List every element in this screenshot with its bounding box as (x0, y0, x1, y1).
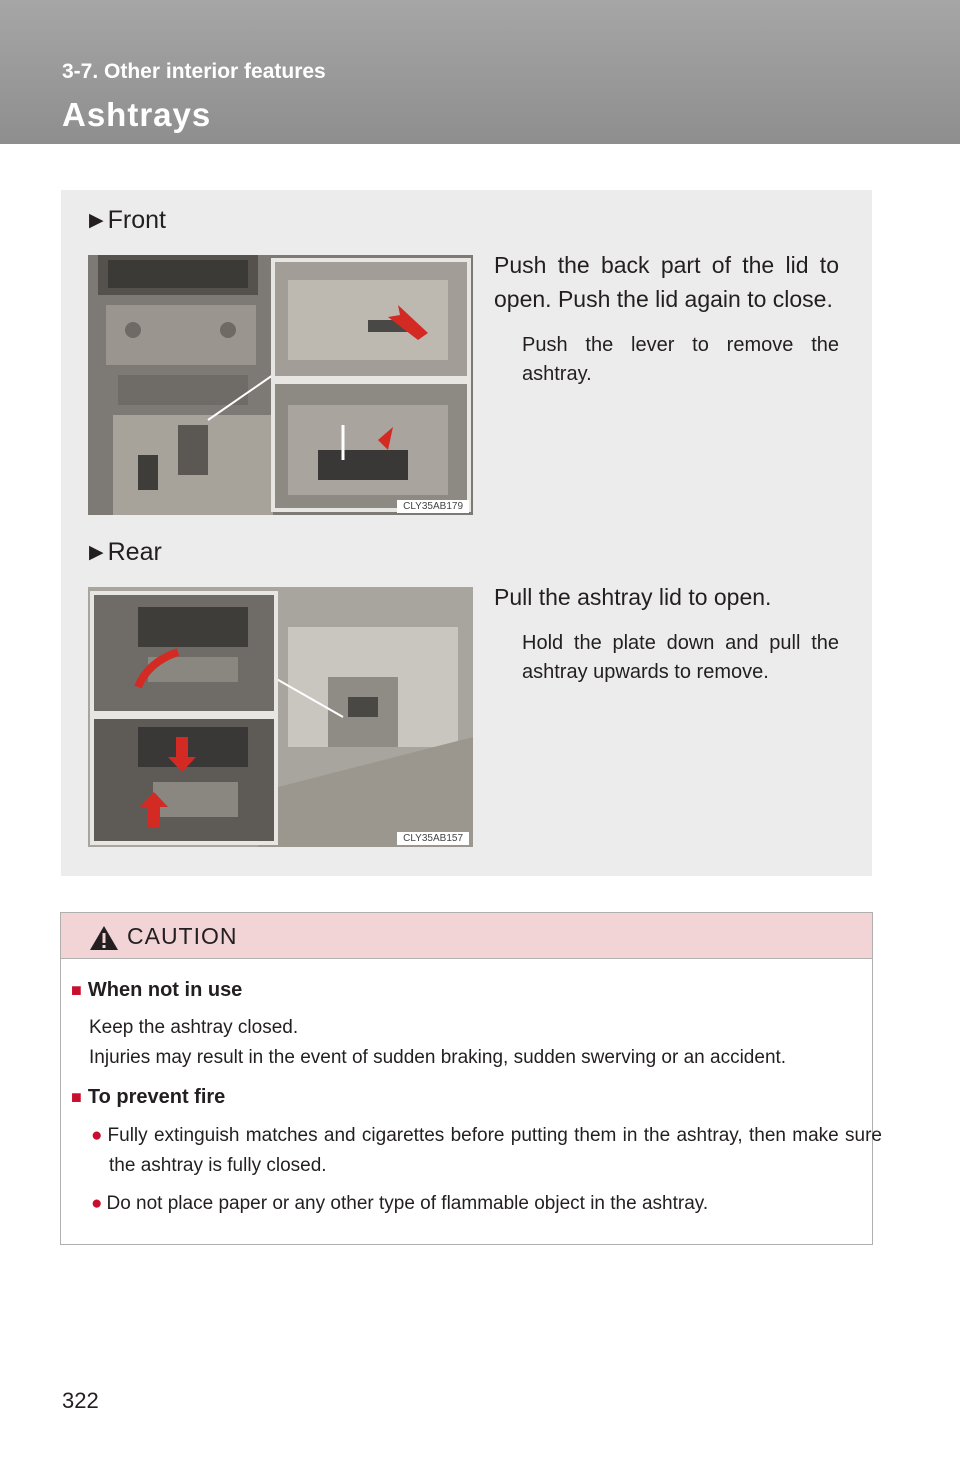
arrow-right-icon: ▶ (89, 210, 104, 231)
front-console-illustration (88, 255, 473, 515)
front-image-code: CLY35AB179 (397, 500, 469, 513)
rear-instruction: Pull the ashtray lid to open. (494, 584, 772, 610)
rear-heading (89, 538, 162, 567)
caution-list-item (91, 1121, 882, 1181)
page-title: Ashtrays (62, 96, 212, 133)
rear-console-illustration (88, 587, 473, 847)
caution-list-text: Do not place paper or any other type of flammable object in the ashtray. (106, 1193, 709, 1214)
rear-image-code: CLY35AB157 (397, 832, 469, 845)
arrow-right-icon: ▶ (89, 542, 104, 563)
caution-label: CAUTION (127, 923, 238, 949)
caution-list-text: Fully extinguish matches and cigarettes before putting them in the ashtray, then make sure the ashtray is fully closed. (107, 1125, 882, 1176)
red-square-bullet-icon: ■ (71, 1087, 82, 1107)
front-instruction: Push the back part of the lid to open. Push the lid again to close. (494, 252, 839, 312)
page-header (0, 0, 960, 144)
red-dot-bullet-icon: ● (91, 1125, 104, 1146)
red-square-bullet-icon: ■ (71, 980, 82, 1000)
front-heading (89, 206, 166, 235)
warning-triangle-icon (89, 925, 119, 951)
caution-heading-prevent-fire (71, 1086, 225, 1109)
front-console-photo (88, 255, 473, 515)
caution-list-item (91, 1189, 882, 1219)
page-number: 322 (62, 1388, 99, 1413)
caution-heading-text: To prevent fire (87, 1086, 226, 1108)
red-dot-bullet-icon: ● (91, 1193, 103, 1214)
caution-heading-not-in-use (71, 979, 242, 1002)
section-label: 3-7. Other interior features (62, 60, 326, 83)
rear-note: Hold the plate down and pull the ashtray upwards to remove. (522, 632, 839, 683)
rear-console-photo (88, 587, 473, 847)
rear-heading-text: Rear (107, 538, 162, 566)
content-panel (61, 190, 872, 876)
front-note: Push the lever to remove the ashtray. (522, 334, 839, 385)
caution-heading-text: When not in use (87, 979, 243, 1001)
caution-text: Keep the ashtray closed. (89, 1017, 299, 1038)
caution-header (61, 913, 872, 959)
front-heading-text: Front (107, 206, 166, 234)
caution-text: Injuries may result in the event of sudden braking, sudden swerving or an accident. (89, 1047, 787, 1068)
caution-box (60, 912, 882, 1245)
